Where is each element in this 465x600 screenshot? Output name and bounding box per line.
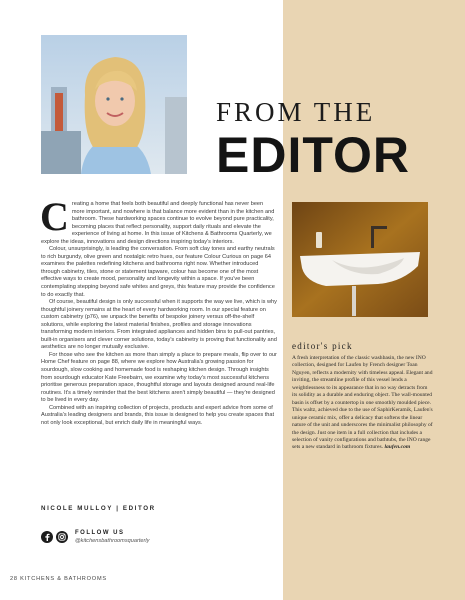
headline-line-1: FROM THE <box>216 97 376 127</box>
social-follow <box>41 530 149 544</box>
body-paragraph-1 <box>40 194 277 246</box>
follow-label: FOLLOW US <box>75 530 125 536</box>
facebook-icon[interactable] <box>41 531 53 543</box>
editors-pick-title: editor's pick <box>292 341 353 351</box>
body-paragraph-2: Colour, unsurprisingly, is leading the conversation. From soft clay tones and earthy neutrals to rich burgundy, olive green and nostalgic retro hues, our feature Colour Curious on page 64 examines the palettes redefining kitchens and bathrooms right now. Whether introduced through cabinetry, tiles, stone or statement tapware, colour has become one of the most effective ways to create mood, personality and longevity within a space. If you've been contemplating stepping beyond safe whites and greys, this feature may provide the confidence to do exactly that. <box>41 246 275 298</box>
body-paragraph-3: Of course, beautiful design is only successful when it supports the way we live, which is why thoughtful joinery remains at the heart of every hardworking room. In our special feature on custom cabinetry (p76), we unpack the benefits of bespoke joinery versus off-the-shelf solutions, while exploring the latest material finishes, profiles and storage innovations transforming modern interiors. From integrated appliances and hidden bins to pull-out pantries, built-in organisers and clever corner solutions, today's cabinetry is proving that functionality and aesthetics are no longer mutually exclusive. <box>41 299 277 351</box>
body-paragraph-5: Combined with an inspiring collection of projects, products and expert advice from some of Australia's leading designers and brands, this issue is designed to help you create spaces that not only look exceptional, but enrich daily life in meaningful ways. <box>41 404 275 426</box>
paragraph-1-text: reating a home that feels both beautiful and deeply functional has never been more important, and nowhere is that balance more evident than in the kitchen and bathroom. These hardworking spaces continue to evolve beyond pure practicality, becoming places that reflect personality, support daily rituals and elevate the experience of living at home. In this issue of Kitchens & Bathrooms Quarterly, we explore the ideas, innovations and design directions inspiring today's interiors. <box>41 201 275 245</box>
editorial-body <box>40 194 277 427</box>
editors-pick-text: A fresh interpretation of the classic washbasin, the new INO collection, designed for Laufen by French designer Toan Nguyen, reflects a modernity with timeless appeal. Elegant and inviting, the streamline profile of this vessel lends a weightlessness to its appearance that in no way detracts from its solidity as a durable and enduring object. The wall-mounted basin is offset by a countertop in one smoothly moulded piece. This waltz, achieved due to the use of SaphirKeramik, Laufen's unique ceramic mix, offer a delicacy that softens the linear nature of the unit and underscores the minimalist philosophy of the design. Just one item in a full collection that includes a selection of vanity configurations and bathtubs, the INO range sets a new standard in bathroom fixtures. <box>292 355 433 451</box>
follow-text <box>75 530 149 544</box>
page-headline <box>216 97 456 183</box>
social-handle[interactable]: @kitchensbathroomsquarterly <box>75 538 150 544</box>
headline-line-2: EDITOR <box>216 127 410 183</box>
editors-pick-description <box>292 355 434 452</box>
editor-photo <box>41 35 187 174</box>
editors-pick-link[interactable]: laufen.com <box>384 444 411 451</box>
editor-signoff: NICOLE MULLOY | EDITOR <box>41 505 156 512</box>
instagram-icon[interactable] <box>56 531 68 543</box>
drop-cap: C <box>40 194 69 239</box>
page-footer: 28 KITCHENS & BATHROOMS <box>10 576 107 582</box>
washbasin-image <box>292 202 428 317</box>
product-photo <box>292 202 428 317</box>
editor-portrait <box>41 35 187 174</box>
body-paragraph-4: For those who see the kitchen as more than simply a place to prepare meals, flip over to our Home Chef feature on page 88, where we explore how Australia's growing passion for sourdough, slow cooking and homemade food is reshaping kitchen design. Through insights from sourdough educator Kate Freebairn, we examine why today's most successful kitchens prioritise generous preparation space, thoughtful storage and layouts designed around real-life routines. It's a timely reminder that the best kitchens aren't simply beautiful — they're designed to be lived in every day. <box>41 351 277 404</box>
